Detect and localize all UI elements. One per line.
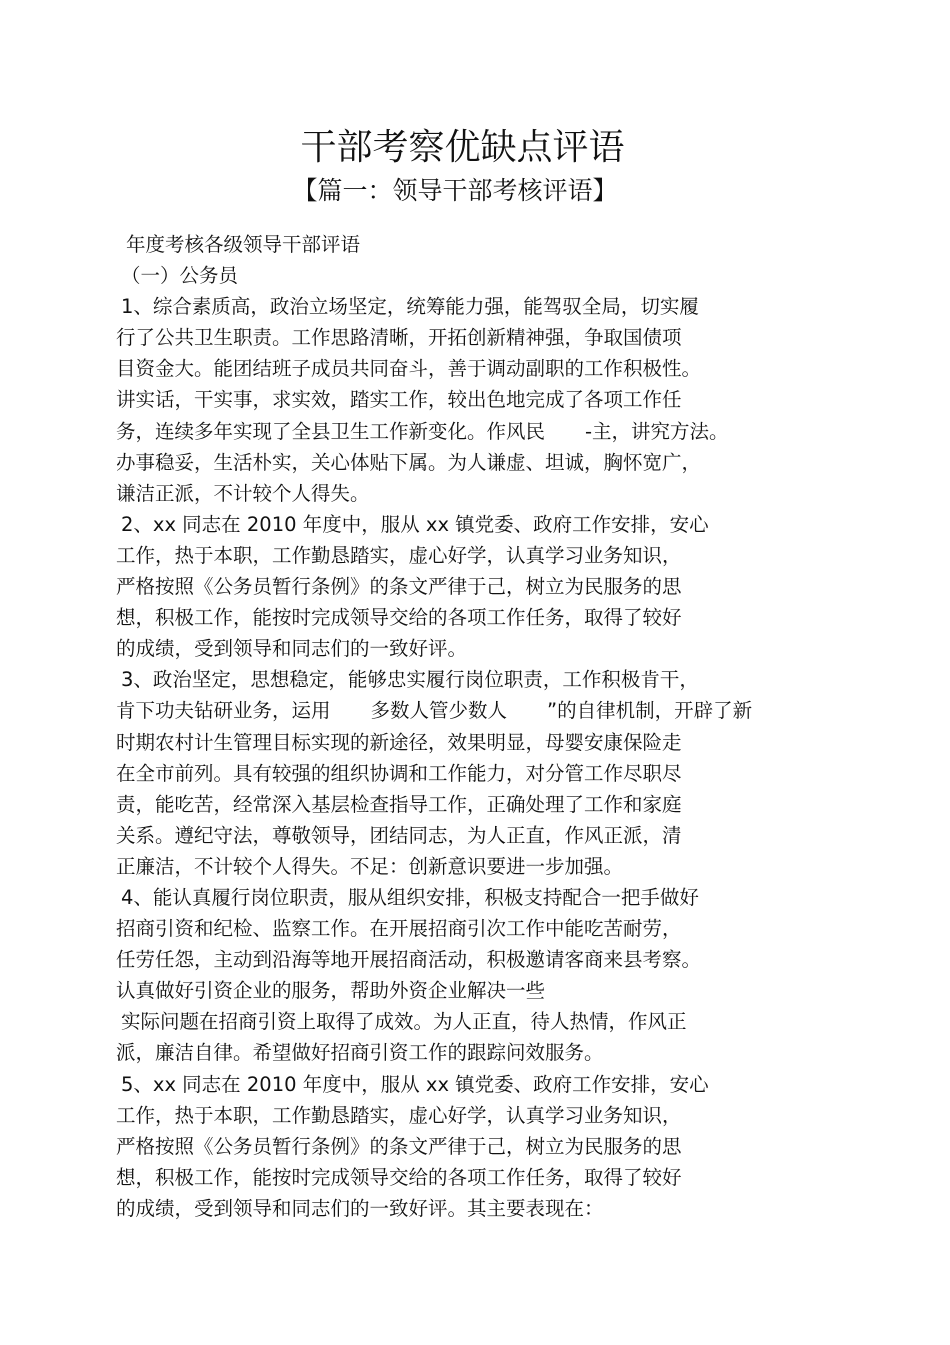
document-body [0,229,950,1224]
body-line: 目资金大。能团结班子成员共同奋斗，善于调动副职的工作积极性。 [116,357,702,381]
body-line: 年度考核各级领导干部评语 [126,233,361,256]
body-line: 派，廉洁自律。希望做好招商引资工作的跟踪问效服务。 [116,1041,604,1065]
body-line: 工作，热于本职，工作勤恳踏实，虚心好学，认真学习业务知识， [116,1103,682,1127]
body-line [0,416,950,447]
body-line: 办事稳妥，生活朴实，关心体贴下属。为人谦虚、坦诚，胸怀宽广， [116,450,702,474]
body-line: 关系。遵纪守法，尊敬领导，团结同志，为人正直，作风正派，清 [116,823,682,847]
body-line-segment: 多数人管少数人 [370,699,508,723]
body-line: 4、能认真履行岗位职责，服从组织安排，积极支持配合一把手做好 [121,885,699,909]
body-line: 讲实话，干实事，求实效，踏实工作，较出色地完成了各项工作任 [116,388,682,412]
body-line: 3、政治坚定，思想稳定，能够忠实履行岗位职责，工作积极肯干， [121,668,699,692]
body-line-segment: 肯下功夫钻研业务，运用 [116,699,331,723]
document-subtitle: 【篇一：领导干部考核评语】 [292,176,618,205]
body-line [0,695,950,726]
body-line: 严格按照《公务员暂行条例》的条文严律于己，树立为民服务的思 [116,1134,682,1158]
body-line: 工作，热于本职，工作勤恳踏实，虚心好学，认真学习业务知识， [116,543,682,567]
body-line: 正廉洁，不计较个人得失。不足：创新意识要进一步加强。 [116,854,624,878]
body-line: 2、xx 同志在 2010 年度中，服从 xx 镇党委、政府工作安排，安心 [121,512,709,536]
body-line: 招商引资和纪检、监察工作。在开展招商引次工作中能吃苦耐劳， [116,917,682,941]
body-line: 行了公共卫生职责。工作思路清晰，开拓创新精神强，争取国债项 [116,326,682,350]
body-line: 谦洁正派，不计较个人得失。 [116,481,370,505]
body-line-segment: 务，连续多年实现了全县卫生工作新变化。作风民 [116,419,546,443]
body-line: 想，积极工作，能按时完成领导交给的各项工作任务，取得了较好 [116,1165,682,1189]
body-line: 认真做好引资企业的服务，帮助外资企业解决一些 [116,979,546,1003]
document-title: 干部考察优缺点评语 [300,127,625,168]
body-line: 责，能吃苦，经常深入基层检查指导工作，正确处理了工作和家庭 [116,792,682,816]
body-line: 严格按照《公务员暂行条例》的条文严律于己，树立为民服务的思 [116,575,682,599]
body-line: 时期农村计生管理目标实现的新途径，效果明显，母婴安康保险走 [116,730,682,754]
body-line: 在全市前列。具有较强的组织协调和工作能力，对分管工作尽职尽 [116,761,682,785]
body-line-segment: ”的自律机制，开辟了新 [547,699,753,723]
body-line: 1、综合素质高，政治立场坚定，统筹能力强，能驾驭全局，切实履 [121,295,699,319]
body-line: 5、xx 同志在 2010 年度中，服从 xx 镇党委、政府工作安排，安心 [121,1072,709,1096]
body-line: 任劳任怨，主动到沿海等地开展招商活动，积极邀请客商来县考察。 [116,948,702,972]
body-line: 想，积极工作，能按时完成领导交给的各项工作任务，取得了较好 [116,606,682,630]
body-line-segment: -主，讲究方法。 [585,419,729,443]
body-line: 的成绩，受到领导和同志们的一致好评。其主要表现在： [116,1196,604,1220]
body-line: 的成绩，受到领导和同志们的一致好评。 [116,637,468,661]
body-line: （一）公务员 [121,264,239,288]
body-line: 实际问题在招商引资上取得了成效。为人正直，待人热情，作风正 [121,1010,687,1034]
